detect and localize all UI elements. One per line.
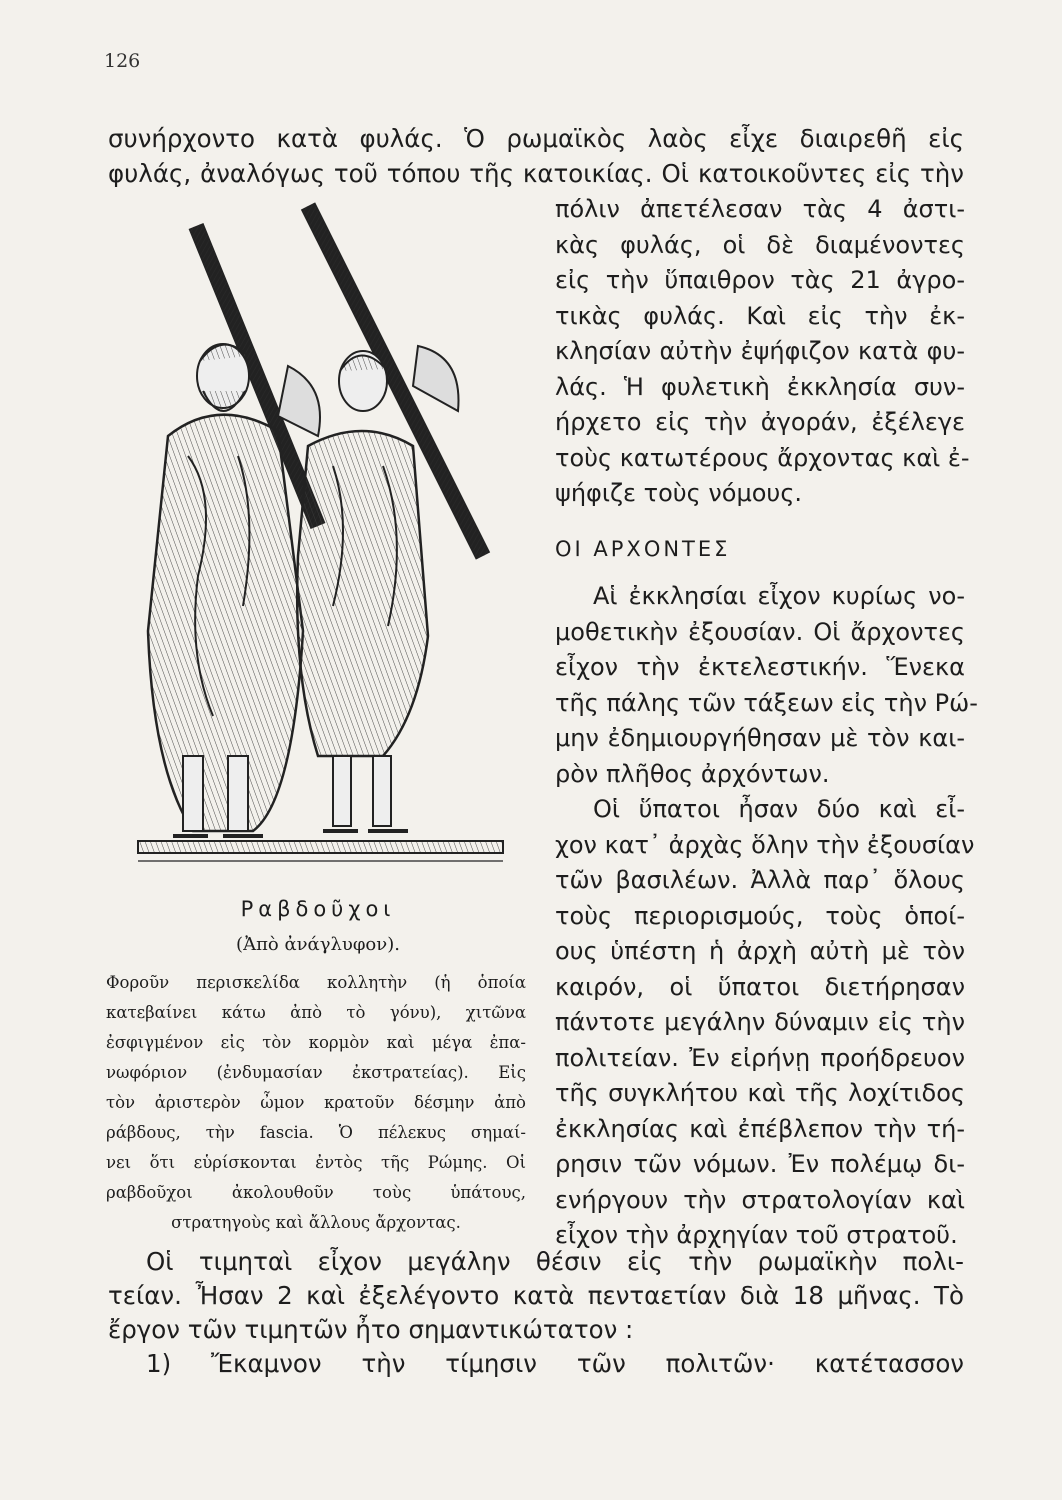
text-line: τικὰς φυλάς. Καὶ εἰς τὴν ἐκ- <box>555 301 965 330</box>
page-number: 126 <box>104 50 141 72</box>
caption-line: τὸν ἀριστερὸν ὦμον κρατοῦν δέσμην ἀπὸ <box>106 1093 526 1112</box>
text-line: χον κατ᾽ ἀρχὰς ὅλην τὴν ἐξουσίαν <box>555 830 975 859</box>
right-column <box>555 192 978 1254</box>
caption-line: στρατηγοὺς καὶ ἄλλους ἄρχοντας. <box>171 1213 461 1232</box>
bottom-paragraph <box>108 1245 964 1381</box>
text-line: τείαν. Ἦσαν 2 καὶ ἐξελέγοντο κατὰ πενταετίαν διὰ 18 μῆνας. Τὸ <box>108 1281 964 1310</box>
caption-line: ραβδοῦχοι ἀκολουθοῦν τοὺς ὑπάτους, <box>106 1183 526 1202</box>
text-line: ήρχετο εἰς τὴν ἀγοράν, ἐξέλεγε <box>555 408 965 436</box>
text-line: τῶν βασιλέων. Ἀλλὰ παρ᾽ ὅλους <box>555 866 965 894</box>
text-line: τοὺς κατωτέρους ἄρχοντας καὶ ἐ- <box>555 443 970 472</box>
text-line: Αἱ ἐκκλησίαι εἶχον κυρίως νο- <box>593 582 965 610</box>
caption-line: νει ὅτι εὑρίσκονται ἐντὸς τῆς Ρώμης. Οἱ <box>106 1153 526 1172</box>
figure-title: Ραβδοῦχοι <box>240 897 396 921</box>
text-line: ἔργον τῶν τιμητῶν ἦτο σημαντικώτατον : <box>108 1315 634 1344</box>
text-line: ρὸν πλῆθος ἀρχόντων. <box>555 759 830 788</box>
text-line: 1) Ἔκαμνον τὴν τίμησιν τῶν πολιτῶν· κατέτασσον <box>146 1349 964 1378</box>
text-line: κλησίαν αὐτὴν ἐψήφιζον κατὰ φυ- <box>555 337 965 365</box>
caption-line: ράβδους, τὴν fascia. Ὁ πέλεκυς σημαί- <box>106 1123 526 1142</box>
text-line: πάντοτε μεγάλην δύναμιν εἰς τὴν <box>555 1008 965 1036</box>
text-line: μην ἐδημιουργήθησαν μὲ τὸν και- <box>555 724 965 752</box>
text-line: καιρόν, οἱ ὕπατοι διετήρησαν <box>555 972 965 1001</box>
relief-base <box>138 841 503 853</box>
text-line: πόλιν ἀπετέλεσαν τὰς 4 ἀστι- <box>555 195 965 223</box>
text-line: ρησιν τῶν νόμων. Ἐν πολέμῳ δι- <box>555 1150 965 1178</box>
text-line: πολιτείαν. Ἐν εἰρήνῃ προήδρευον <box>555 1043 965 1072</box>
text-line: λάς. Ἡ φυλετικὴ ἐκκλησία συν- <box>555 372 965 401</box>
text-line: τῆς συγκλήτου καὶ τῆς λοχίτιδος <box>555 1079 965 1107</box>
text-line: ενήργουν τὴν στρατολογίαν καὶ <box>555 1185 965 1214</box>
top-line-2: φυλάς, ἀναλόγως τοῦ τόπου τῆς κατοικίας. Οἱ κατοικοῦντες εἰς τὴν <box>108 159 964 188</box>
caption-line: Φοροῦν περισκελίδα κολλητὴν (ἡ ὁποία <box>106 973 526 992</box>
text-line: εἰς τὴν ὕπαιθρον τὰς 21 ἀγρο- <box>555 266 965 294</box>
text-line: κὰς φυλάς, οἱ δὲ διαμένοντες <box>555 230 965 259</box>
text-line: ψήφιζε τοὺς νόμους. <box>555 479 803 507</box>
section-heading: ΟΙ ΑΡΧΟΝΤΕΣ <box>555 536 731 561</box>
text-line: ἐκκλησίας καὶ ἐπέβλεπον τὴν τή- <box>555 1114 965 1143</box>
text-line: μοθετικὴν ἐξουσίαν. Οἱ ἄρχοντες <box>555 617 965 646</box>
lictors-illustration <box>128 196 508 876</box>
figure-caption <box>106 968 526 1238</box>
text-line: Οἱ τιμηταὶ εἶχον μεγάλην θέσιν εἰς τὴν ρωμαϊκὴν πολι- <box>146 1247 964 1276</box>
caption-line: κατεβαίνει κάτω ἀπὸ τὸ γόνυ), χιτῶνα <box>106 1003 526 1022</box>
figure-subtitle: (Ἀπὸ ἀνάγλυφον). <box>236 934 400 955</box>
text-line: τῆς πάλης τῶν τάξεων εἰς τὴν Ρώ- <box>555 688 978 717</box>
text-line: εἶχον τὴν ἐκτελεστικήν. Ἕνεκα <box>555 653 965 681</box>
text-line: Οἱ ὕπατοι ἦσαν δύο καὶ εἶ- <box>593 795 965 823</box>
text-line: τοὺς περιορισμούς, τοὺς ὁποί- <box>555 901 965 930</box>
text-line: ους ὑπέστη ἡ ἀρχὴ αὐτὴ μὲ τὸν <box>555 937 965 965</box>
caption-line: ἐσφιγμένον εἰς τὸν κορμὸν καὶ μέγα ἐπα- <box>106 1033 526 1052</box>
text-line: εἶχον τὴν ἀρχηγίαν τοῦ στρατοῦ. <box>555 1221 958 1249</box>
caption-line: νωφόριον (ἐνδυμασίαν ἐκστρατείας). Εἰς <box>106 1063 526 1082</box>
top-line-1: συνήρχοντο κατὰ φυλάς. Ὁ ρωμαϊκὸς λαὸς εἶχε διαιρεθῆ εἰς <box>108 124 964 153</box>
lictors-drawing <box>128 196 508 876</box>
